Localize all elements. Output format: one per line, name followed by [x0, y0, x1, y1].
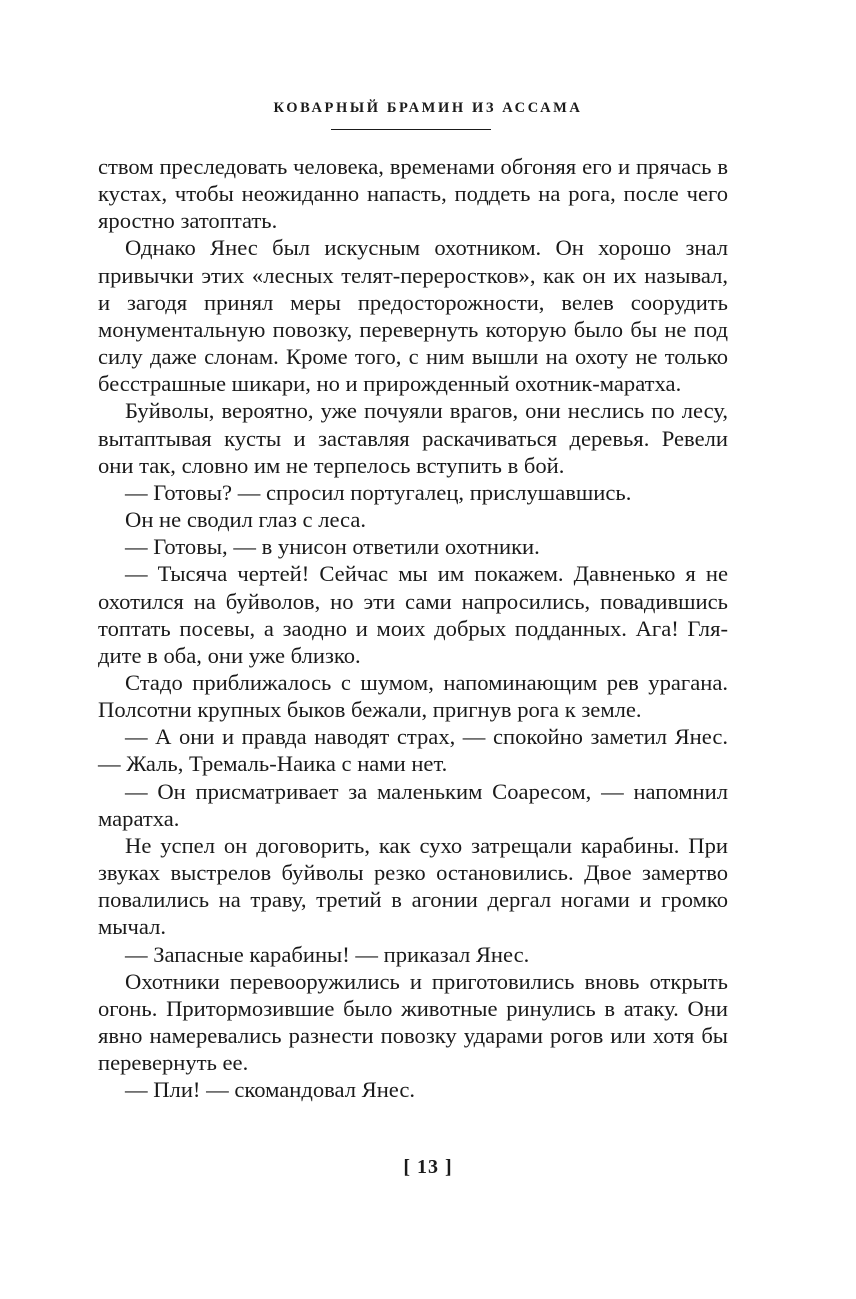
paragraph: — Запасные карабины! — приказал Янес. — [125, 941, 530, 967]
paragraph: Он не сводил глаз с леса. — [125, 507, 367, 533]
paragraph: — Готовы? — спросил португалец, прислушавшись. — [125, 479, 632, 505]
paragraph: Стадо приближалось с шумом, напоминающим рев урагана. Полсотни крупных быков бежали, пригнув рога к земле. — [98, 669, 728, 723]
paragraph: — Готовы, — в унисон ответили охотники. — [125, 534, 540, 560]
paragraph: ством преследовать человека, временами обгоняя его и прячась в кустах, чтобы неожиданно напасть, поддеть на рога, после чего яростно затоптать. — [98, 154, 728, 234]
paragraph: Не успел он договорить, как сухо затрещали карабины. При звуках выстрелов буйволы резко остановились. Двое замертво повалились на траву, третий в агонии дергал ногами и громко мычал. — [98, 832, 728, 940]
running-head-rule — [331, 129, 491, 130]
body-text — [98, 153, 728, 1103]
page-number: [ 13 ] — [403, 1156, 453, 1178]
paragraph: Буйволы, вероятно, уже почуяли врагов, они неслись по лесу, вытаптывая кусты и заставляя раскачиваться деревья. Ревели они так, словно им не терпелось вступить в бой. — [98, 398, 728, 478]
paragraph: — Тысяча чертей! Сейчас мы им покажем. Давненько я не охотился на буйволов, но эти сами напросились, повадившись топтать посевы, а заодно и моих добрых подданных. Ага! Глядите в оба, они уже близко. — [98, 561, 728, 668]
paragraph: — Пли! — скомандовал Янес. — [125, 1077, 416, 1103]
paragraph: — Он присматривает за маленьким Соаресом, — напомнил маратха. — [98, 778, 728, 831]
paragraph: Однако Янес был искусным охотником. Он хорошо знал привычки этих «лесных телят-переростков», как он их называл, и загодя принял меры предосторожности, велев соорудить монументальную повозку, перевернуть которую было бы не под силу даже слонам. Кроме того, с ним вышли на охоту не только бесстрашные шикари, но и прирожденный охотник-маратха. — [98, 235, 728, 397]
running-head: КОВАРНЫЙ БРАМИН ИЗ АССАМА — [273, 100, 583, 116]
paragraph: — А они и правда наводят страх, — спокойно заметил Янес. — Жаль, Тремаль-Наика с нами нет. — [98, 724, 728, 777]
paragraph: Охотники перевооружились и приготовились вновь открыть огонь. Притормозившие было животные ринулись в атаку. Они явно намеревались разнести повозку ударами рогов или хотя бы перевернуть ее. — [98, 968, 728, 1076]
